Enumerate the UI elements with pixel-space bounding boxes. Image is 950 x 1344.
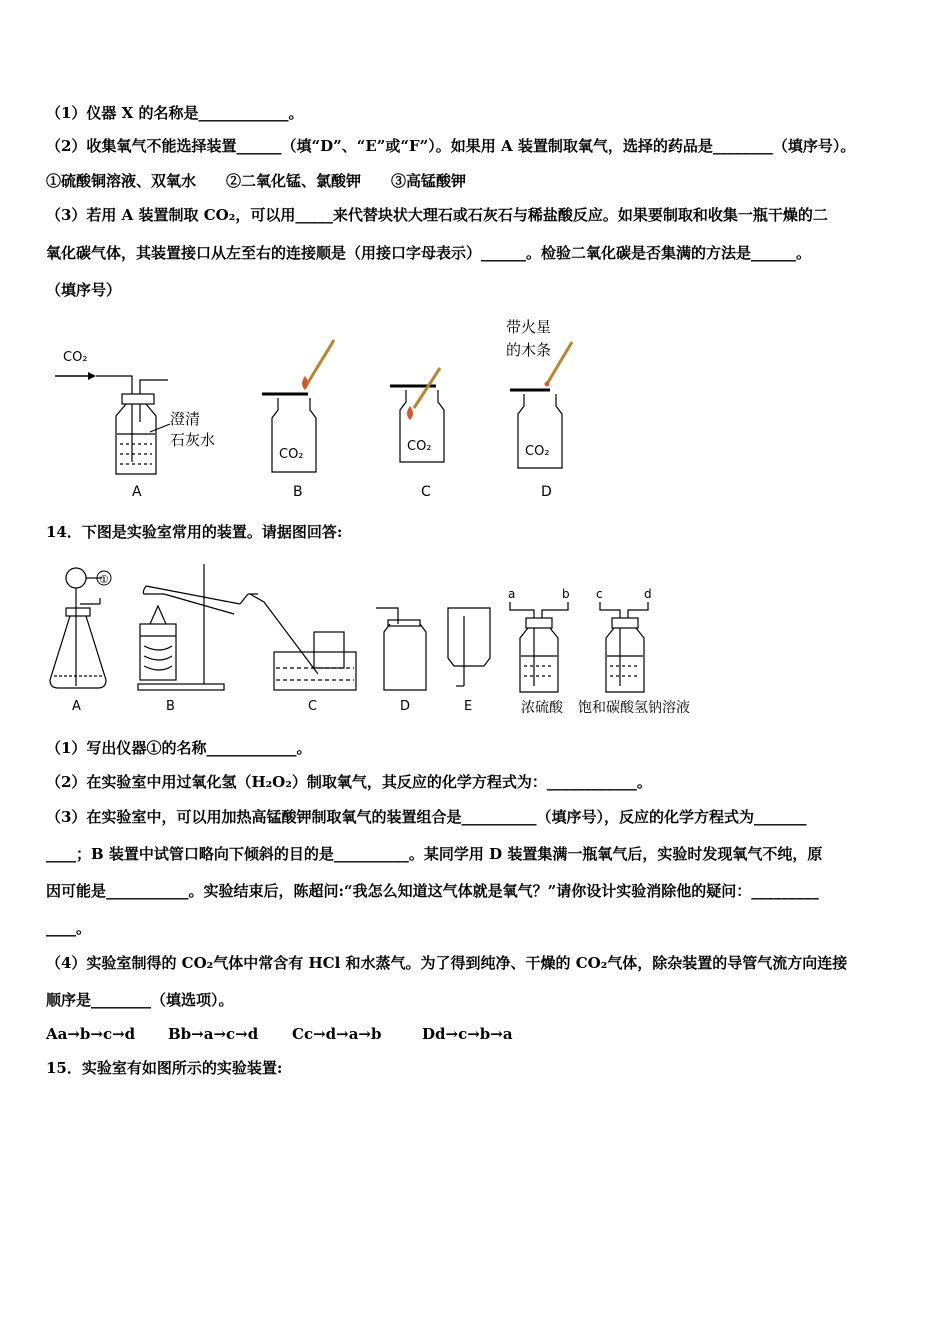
bottle-1-label: 浓硫酸 xyxy=(521,700,563,716)
q14-option-d: Dd→c→b→a xyxy=(422,1025,513,1043)
q14-option-c: Cc→d→a→b xyxy=(292,1025,382,1043)
q15-title: 15．实验室有如图所示的实验装置: xyxy=(46,1059,283,1077)
label-C: C xyxy=(421,484,431,500)
port-d: d xyxy=(644,587,652,601)
q14-title: 14．下图是实验室常用的装置。请据图回答: xyxy=(46,523,343,541)
q14-label-C: C xyxy=(308,699,318,714)
bottle-c-label: CO₂ xyxy=(407,439,432,454)
q14-part3-line2: ____；B 装置中试管口略向下倾斜的目的是__________。某同学用 D 装置集满一瓶氧气后，实验时发现氧气不纯，原 xyxy=(46,845,823,863)
q14-option-a: Aa→b→c→d xyxy=(46,1025,136,1043)
q13-figure xyxy=(50,312,610,507)
co2-label: CO₂ xyxy=(63,350,88,365)
q14-part3-line4: ____。 xyxy=(46,919,92,937)
port-c: c xyxy=(596,587,603,601)
q13-part3-line1: （3）若用 A 装置制取 CO₂，可以用_____来代替块状大理石或石灰石与稀盐酸反应。如果要制取和收集一瓶干燥的二 xyxy=(46,206,828,224)
bottle-2-label: 饱和碳酸氢钠溶液 xyxy=(578,700,690,716)
q14-part1: （1）写出仪器①的名称____________。 xyxy=(46,739,312,757)
mark-1: ① xyxy=(99,573,109,586)
label-A: A xyxy=(132,484,142,500)
splint-label-2: 的木条 xyxy=(506,341,552,359)
label-B: B xyxy=(293,484,303,500)
q13-part1: （1）仪器 X 的名称是____________。 xyxy=(46,104,304,122)
q14-part4-line2: 顺序是________（填选项）。 xyxy=(46,991,234,1009)
q14-option-b: Bb→a→c→d xyxy=(168,1025,259,1043)
q14-label-B: B xyxy=(166,699,175,714)
limewater-bottle xyxy=(96,376,170,474)
limewater-label-2: 石灰水 xyxy=(170,431,216,449)
q14-label-D: D xyxy=(400,699,411,714)
bottle-d-collect xyxy=(376,608,426,690)
q14-part2: （2）在实验室中用过氧化氢（H₂O₂）制取氧气，其反应的化学方程式为：____________。 xyxy=(46,773,652,791)
label-D: D xyxy=(541,484,552,500)
bottle-e xyxy=(448,608,490,686)
bottle-b-label: CO₂ xyxy=(279,447,304,462)
q13-part2: （2）收集氧气不能选择装置______（填“D”、“E”或“F”）。如果用 A 装置制取氧气，选择的药品是________（填序号）。 xyxy=(46,137,856,155)
q14-label-A: A xyxy=(72,699,81,714)
trough-c xyxy=(250,594,356,690)
q14-part4-line1: （4）实验室制得的 CO₂气体中常含有 HCl 和水蒸气。为了得到纯净、干燥的 CO₂气体，除杂装置的导管气流方向连接 xyxy=(46,954,848,972)
q13-options: ①硫酸铜溶液、双氧水 ②二氧化锰、氯酸钾 ③高锰酸钾 xyxy=(46,172,467,190)
port-a: a xyxy=(508,587,516,601)
q13-part3-line2: 氧化碳气体，其装置接口从左至右的连接顺是（用接口字母表示）______。检验二氧化碳是否集满的方法是______。 xyxy=(46,244,812,262)
q14-part3-line3: 因可能是___________。实验结束后，陈超问:“我怎么知道这气体就是氧气？”请你设计实验消除他的疑问：_________ xyxy=(46,882,819,900)
port-b: b xyxy=(562,587,570,601)
limewater-label-1: 澄清 xyxy=(170,410,201,428)
q14-part3-line1: （3）在实验室中，可以用加热高锰酸钾制取氧气的装置组合是__________（填序号），反应的化学方程式为_______ xyxy=(46,808,807,826)
q14-figure xyxy=(44,556,724,724)
q14-label-E: E xyxy=(464,699,473,714)
q13-part3-line3: （填序号） xyxy=(46,281,122,299)
bottle-d-label: CO₂ xyxy=(525,444,550,459)
bottle-nahco3 xyxy=(600,602,648,692)
bottle-h2so4 xyxy=(510,602,568,692)
flask-a xyxy=(50,568,106,688)
splint-label-1: 带火星 xyxy=(506,318,552,336)
heating-b xyxy=(138,564,258,690)
